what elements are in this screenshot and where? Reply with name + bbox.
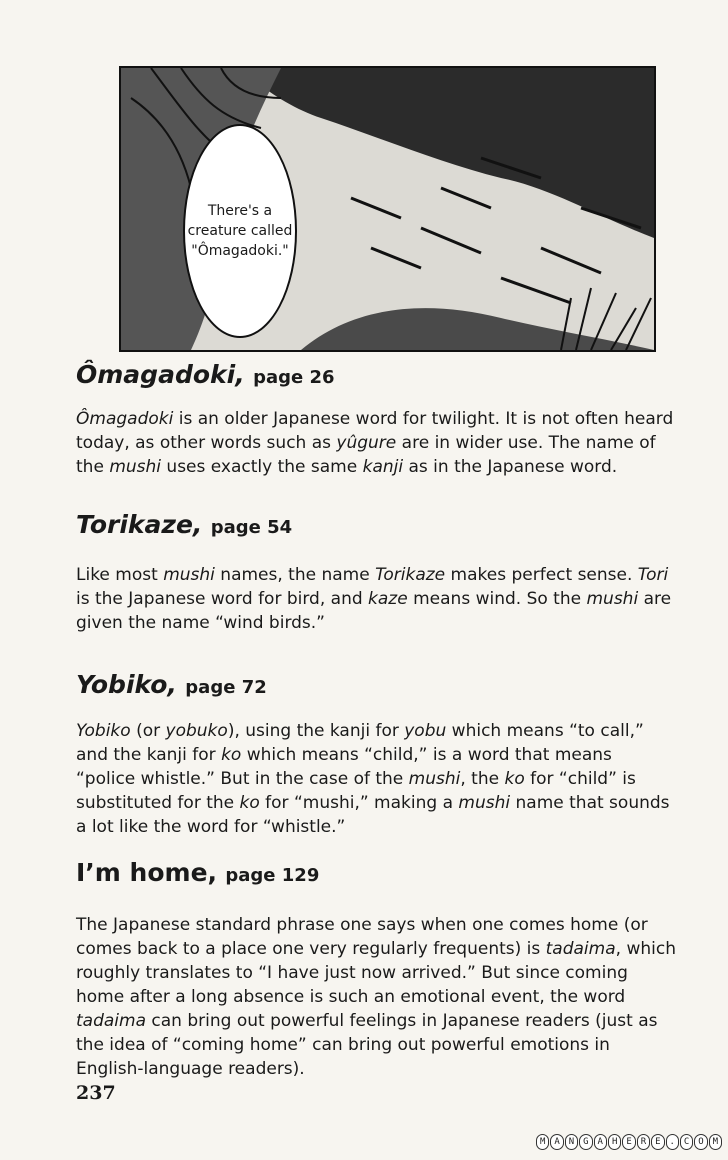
entry-body: The Japanese standard phrase one says when one comes home (or comes back to a place one very regularly frequents) is tadaima, which roughly translates to “I have just now arrived.” But since coming home after a long absence is such an emotional event, the word tadaima can bring out powerful feelings in Japanese readers (just as the idea of “coming home” can bring out powerful emotions in English-language readers). bbox=[76, 915, 676, 1079]
bubble-line-3: "Ômagadoki." bbox=[191, 243, 289, 259]
entry-body: Like most mushi names, the name Torikaze makes perfect sense. Tori is the Japanese word for bird, and kaze means wind. So the mushi are given the name “wind birds.” bbox=[76, 565, 672, 633]
watermark-letter: M bbox=[536, 1134, 549, 1150]
glossary-entry-im-home bbox=[76, 858, 676, 1081]
watermark-letter: . bbox=[666, 1134, 679, 1150]
watermark-letter: C bbox=[680, 1134, 693, 1150]
watermark-letter: H bbox=[608, 1134, 621, 1150]
glossary-entry-omagadoki bbox=[76, 360, 676, 479]
entry-page: page 26 bbox=[253, 367, 335, 388]
watermark-letter: M bbox=[709, 1134, 722, 1150]
entry-heading bbox=[76, 858, 676, 891]
entry-page: page 129 bbox=[225, 865, 320, 886]
entry-heading bbox=[76, 510, 676, 543]
watermark-letter: A bbox=[550, 1134, 563, 1150]
entry-heading bbox=[76, 670, 676, 703]
watermark-letter: R bbox=[637, 1134, 650, 1150]
glossary-entry-yobiko bbox=[76, 670, 676, 839]
entry-term: Torikaze, bbox=[76, 510, 203, 539]
watermark-letter: E bbox=[651, 1134, 664, 1150]
entry-body: Yobiko (or yobuko), using the kanji for yobu which means “to call,” and the kanji for ko which means “child,” is a word that means “police whistle.” But in the case of the mushi, the ko for “child” is substituted for the ko for “mushi,” making a mushi name that sounds a lot like the word for “whistle.” bbox=[76, 721, 670, 837]
bubble-line-2: creature called bbox=[187, 223, 293, 239]
watermark-letter: G bbox=[579, 1134, 592, 1150]
watermark-letter: O bbox=[694, 1134, 707, 1150]
watermark-letter: A bbox=[594, 1134, 607, 1150]
manga-panel bbox=[119, 66, 656, 352]
entry-body: Ômagadoki is an older Japanese word for twilight. It is not often heard today, as other words such as yûgure are in wider use. The name of the mushi uses exactly the same kanji as in the Japanese word. bbox=[76, 409, 674, 477]
entry-term: Yobiko, bbox=[76, 670, 177, 699]
entry-term: Ômagadoki, bbox=[76, 360, 245, 389]
watermark-letter: N bbox=[565, 1134, 578, 1150]
entry-term: I’m home, bbox=[76, 858, 218, 887]
page-number: 237 bbox=[76, 1082, 116, 1104]
speech-bubble bbox=[183, 124, 297, 338]
entry-page: page 54 bbox=[210, 517, 293, 538]
bubble-line-1: There's a bbox=[207, 203, 273, 219]
watermark bbox=[536, 1134, 722, 1150]
entry-page: page 72 bbox=[185, 677, 267, 698]
watermark-letter: E bbox=[622, 1134, 635, 1150]
entry-heading bbox=[76, 360, 676, 393]
glossary-entry-torikaze bbox=[76, 510, 676, 635]
